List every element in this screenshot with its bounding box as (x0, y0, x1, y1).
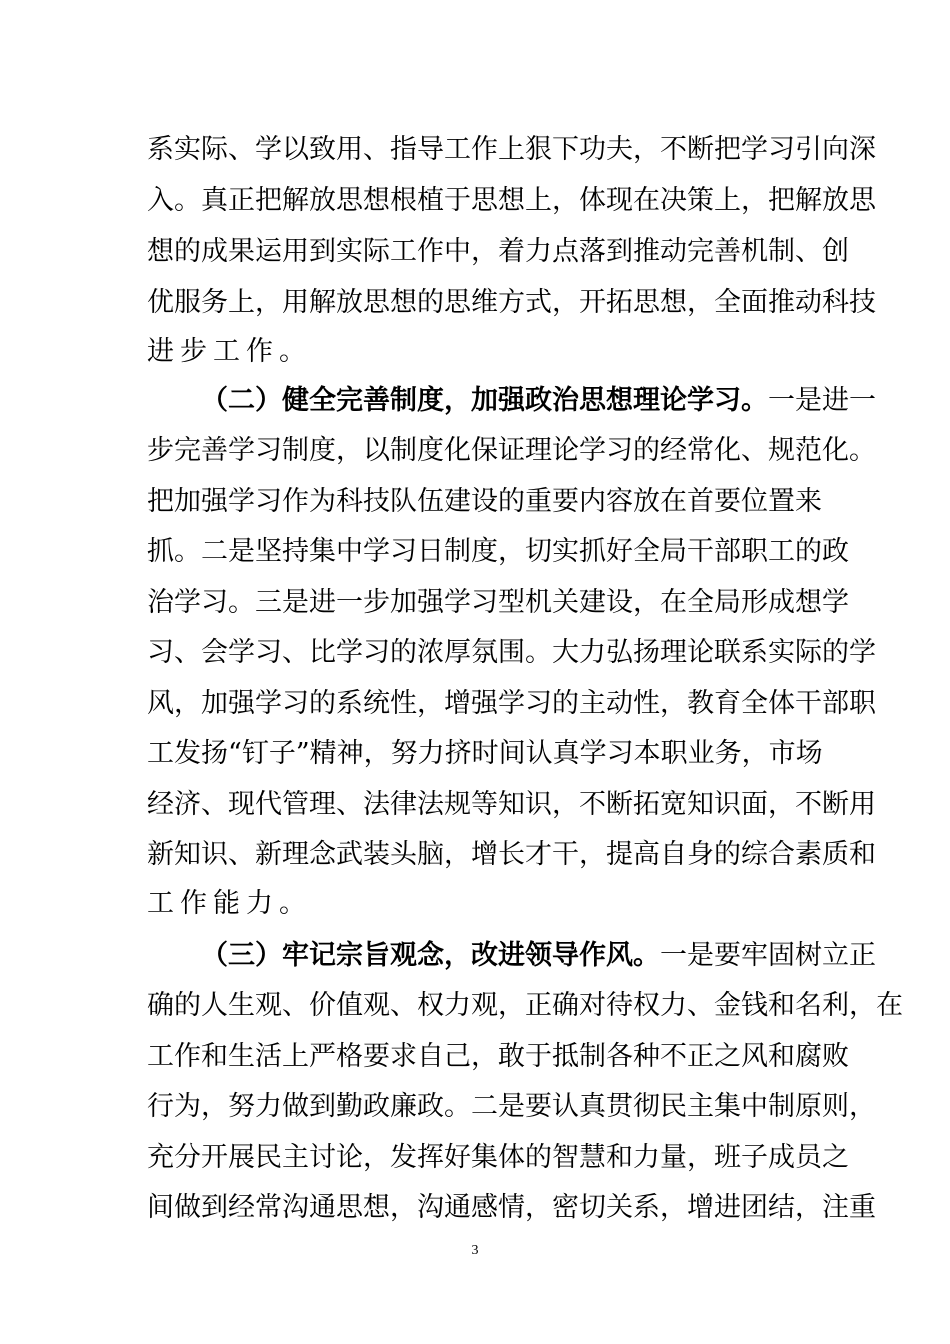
text-line: 进步工作。 (147, 336, 312, 367)
text-line: 充 分 开 展 民 主 讨 论 ， 发 挥 好 集 体 的 智 慧 和 力 量 ， 班 子 成 员 之 (147, 1142, 849, 1173)
text-line: 工 作 和 生 活 上 严 格 要 求 自 己 ， 敢 于 抵 制 各 种 不 正 之 风 和 腐 败 (147, 1041, 849, 1072)
text-line: 风 ， 加 强 学 习 的 系 统 性 ， 增 强 学 习 的 主 动 性 ， 教 育 全 体 干 部 职 (147, 688, 876, 719)
text-run: 一是进一 (768, 385, 876, 416)
text-line: 工作能力。 (147, 888, 312, 919)
text-line: 间 做 到 经 常 沟 通 思 想 ， 沟 通 感 情 ， 密 切 关 系 ， 增 进 团 结 ， 注 重 (147, 1192, 876, 1223)
page-number: 3 (471, 1243, 479, 1258)
text-line: 入 。 真 正 把 解 放 思 想 根 植 于 思 想 上 ， 体 现 在 决 策 上 ， 把 解 放 思 (147, 185, 876, 216)
text-run: 一是要牢固树立正 (660, 940, 876, 971)
text-line: 优 服 务 上 ， 用 解 放 思 想 的 思 维 方 式 ， 开 拓 思 想 ， 全 面 推 动 科 技 (147, 287, 876, 318)
text-line: 习 、 会 学 习 、 比 学 习 的 浓 厚 氛 围 。 大 力 弘 扬 理 论 联 系 实 际 的 学 (147, 637, 876, 668)
text-line: 步 完 善 学 习 制 度 ， 以 制 度 化 保 证 理 论 学 习 的 经 常 化 、 规 范 化 。 (147, 435, 876, 466)
text-line: 新 知 识 、 新 理 念 武 装 头 脑 ， 增 长 才 干 ， 提 高 自 身 的 综 合 素 质 和 (147, 839, 876, 870)
text-line: 工 发 扬 “ 钉 子 ” 精 神 ， 努 力 挤 时 间 认 真 学 习 本 职 业 务 ， 市 场 (147, 738, 823, 769)
section-heading: （三）牢记宗旨观念，改进领导作风。 (201, 940, 660, 971)
text-line: 抓 。 二 是 坚 持 集 中 学 习 日 制 度 ， 切 实 抓 好 全 局 干 部 职 工 的 政 (147, 536, 849, 567)
text-line: 系 实 际 、 学 以 致 用 、 指 导 工 作 上 狠 下 功 夫 ， 不 断 把 学 习 引 向 深 (147, 134, 876, 165)
section-heading-line (147, 381, 876, 421)
section-heading-line (147, 936, 876, 976)
section-heading: （二）健全完善制度，加强政治思想理论学习。 (201, 385, 768, 416)
text-line: 经 济 、 现 代 管 理 、 法 律 法 规 等 知 识 ， 不 断 拓 宽 知 识 面 ， 不 断 用 (147, 789, 876, 820)
text-line: 把 加 强 学 习 作 为 科 技 队 伍 建 设 的 重 要 内 容 放 在 首 要 位 置 来 (147, 486, 822, 517)
text-line: 想 的 成 果 运 用 到 实 际 工 作 中 ， 着 力 点 落 到 推 动 完 善 机 制 、 创 (147, 236, 849, 267)
text-line: 确 的 人 生 观 、 价 值 观 、 权 力 观 ， 正 确 对 待 权 力 、 金 钱 和 名 利 ， 在 (147, 990, 903, 1021)
text-line: 行 为 ， 努 力 做 到 勤 政 廉 政 。 二 是 要 认 真 贯 彻 民 主 集 中 制 原 则 ， (147, 1091, 876, 1122)
text-line: 治 学 习 。 三 是 进 一 步 加 强 学 习 型 机 关 建 设 ， 在 全 局 形 成 想 学 (147, 587, 849, 618)
